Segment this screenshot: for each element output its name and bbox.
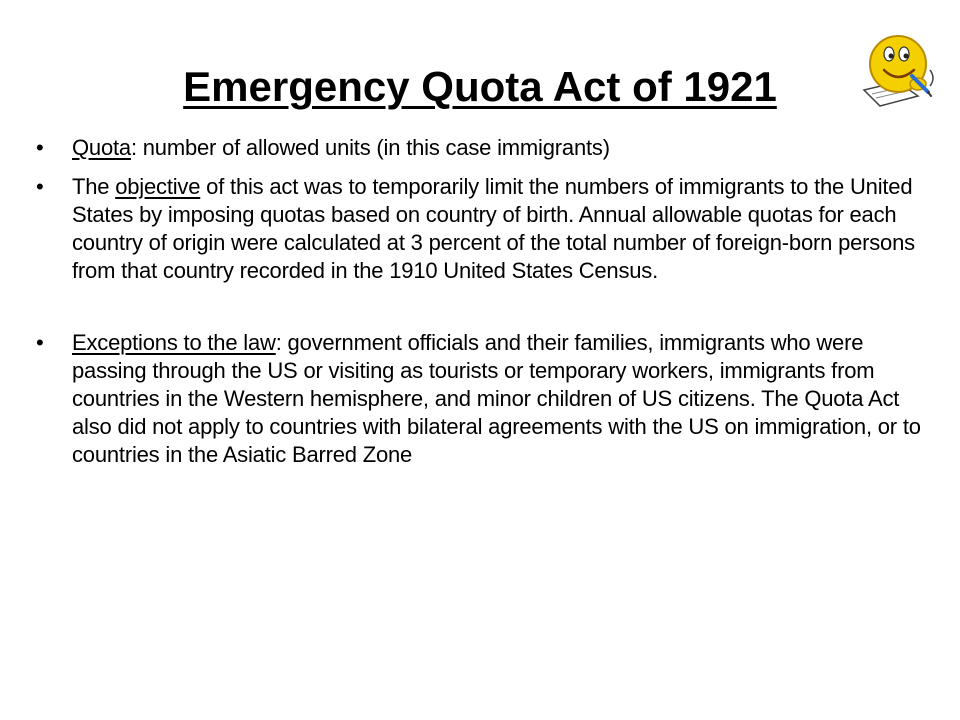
right-pupil (904, 54, 909, 59)
term-quota: Quota (72, 135, 131, 160)
motion-mark (930, 70, 933, 86)
slide-title-text: Emergency Quota Act of 1921 (183, 63, 777, 110)
smiley-writing-icon (858, 30, 938, 112)
bullet-dot: • (36, 174, 44, 199)
quota-definition: : number of allowed units (in this case immigrants) (130, 135, 610, 160)
objective-text: of this act was to temporarily limit the numbers of immigrants to the United States by imposing quotas based on country of birth. Annual allowable quotas for each country of origin were calculated at 3 percent of the total number of foreign-born persons from that country recorded in the 1910 United States Census. (72, 174, 915, 283)
pencil-tip (928, 92, 931, 96)
slide-title (0, 62, 960, 112)
bullet-dot: • (36, 135, 44, 160)
objective-lead: The (72, 174, 116, 199)
left-pupil (889, 54, 894, 59)
bullet-quota (36, 134, 936, 162)
bullet-list (36, 134, 936, 469)
exceptions-text: : government officials and their families, immigrants who were passing through the US or visiting as tourists or temporary workers, immigrants from countries in the Western hemisphere, and minor children of US citizens. The Quota Act also did not apply to countries with bilateral agreements with the US on immigration, or to countries in the Asiatic Barred Zone (72, 330, 921, 467)
term-exceptions: Exceptions to the law (72, 330, 276, 355)
bullet-exceptions (36, 329, 936, 469)
term-objective: objective (115, 174, 201, 199)
bullet-objective (36, 173, 936, 285)
bullet-dot: • (36, 330, 44, 355)
